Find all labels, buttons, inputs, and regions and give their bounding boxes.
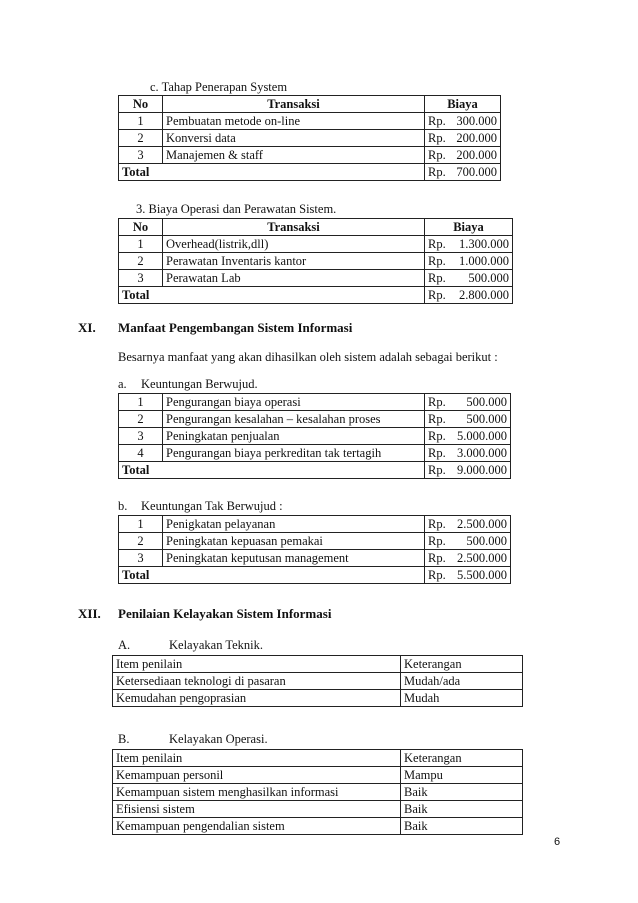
total-amount: 9.000.000 <box>457 462 507 477</box>
table-row <box>113 690 523 707</box>
header-item: Item penilain <box>113 750 401 767</box>
row-note: Baik <box>401 818 523 835</box>
row-item: Peningkatan keputusan management <box>163 550 425 567</box>
total-label: Total <box>119 287 425 304</box>
part-a-label: a. <box>118 377 127 391</box>
row-item: Pengurangan biaya operasi <box>163 394 425 411</box>
row-no: 1 <box>119 236 163 253</box>
row-currency: Rp. <box>428 533 446 548</box>
row-note: Baik <box>401 784 523 801</box>
table-row <box>119 147 501 164</box>
row-amount: 500.000 <box>468 270 509 285</box>
page-number: 6 <box>554 836 561 848</box>
row-no: 2 <box>119 533 163 550</box>
row-item: Kemampuan pengendalian sistem <box>113 818 401 835</box>
row-note: Mudah/ada <box>401 673 523 690</box>
section-xii-title: Penilaian Kelayakan Sistem Informasi <box>118 606 332 621</box>
row-amount: 2.500.000 <box>457 550 507 565</box>
table-row <box>119 411 511 428</box>
row-item: Penigkatan pelayanan <box>163 516 425 533</box>
table-header-row <box>119 219 513 236</box>
row-currency: Rp. <box>428 270 446 285</box>
row-item: Kemampuan personil <box>113 767 401 784</box>
table-row <box>119 533 511 550</box>
total-amount: 5.500.000 <box>457 567 507 582</box>
row-currency: Rp. <box>428 516 446 531</box>
table-total-row <box>119 164 501 181</box>
row-currency: Rp. <box>428 428 446 443</box>
section-xi-title: Manfaat Pengembangan Sistem Informasi <box>118 320 353 335</box>
row-no: 3 <box>119 147 163 164</box>
row-note: Mampu <box>401 767 523 784</box>
total-currency: Rp. <box>428 164 446 179</box>
row-currency: Rp. <box>428 253 446 268</box>
row-currency: Rp. <box>428 147 446 162</box>
header-biaya: Biaya <box>425 96 501 113</box>
table-tak-berwujud <box>118 515 511 584</box>
table-total-row <box>119 462 511 479</box>
total-label: Total <box>119 462 425 479</box>
row-amount: 1.000.000 <box>459 253 509 268</box>
row-item: Pengurangan kesalahan – kesalahan proses <box>163 411 425 428</box>
row-amount: 200.000 <box>456 147 497 162</box>
table-header-row <box>113 656 523 673</box>
table-kelayakan-teknik <box>112 655 523 707</box>
section-3-heading: 3. Biaya Operasi dan Perawatan Sistem. <box>136 202 337 216</box>
row-amount: 500.000 <box>466 533 507 548</box>
section-xi-number: XI. <box>78 320 96 335</box>
row-amount: 2.500.000 <box>457 516 507 531</box>
row-no: 2 <box>119 253 163 270</box>
table-total-row <box>119 287 513 304</box>
table-row <box>119 445 511 462</box>
part-a-label: A. <box>118 638 131 652</box>
header-no: No <box>119 96 163 113</box>
table-row <box>113 818 523 835</box>
section-xi-intro: Besarnya manfaat yang akan dihasilkan oleh sistem adalah sebagai berikut : <box>118 350 498 364</box>
row-item: Konversi data <box>163 130 425 147</box>
section-xii-number: XII. <box>78 606 101 621</box>
row-item: Perawatan Lab <box>163 270 425 287</box>
table-row <box>119 236 513 253</box>
row-no: 3 <box>119 270 163 287</box>
header-transaksi: Transaksi <box>163 219 425 236</box>
section-c-heading: c. Tahap Penerapan System <box>150 80 288 94</box>
row-no: 3 <box>119 550 163 567</box>
table-total-row <box>119 567 511 584</box>
row-item: Manajemen & staff <box>163 147 425 164</box>
row-currency: Rp. <box>428 550 446 565</box>
row-amount: 200.000 <box>456 130 497 145</box>
row-item: Overhead(listrik,dll) <box>163 236 425 253</box>
header-keterangan: Keterangan <box>401 656 523 673</box>
row-currency: Rp. <box>428 411 446 426</box>
row-item: Peningkatan penjualan <box>163 428 425 445</box>
part-b-label: b. <box>118 499 128 513</box>
table-row <box>119 113 501 130</box>
table-operasi <box>118 218 513 304</box>
table-row <box>113 801 523 818</box>
row-note: Mudah <box>401 690 523 707</box>
header-transaksi: Transaksi <box>163 96 425 113</box>
table-row <box>113 784 523 801</box>
row-currency: Rp. <box>428 394 446 409</box>
table-berwujud <box>118 393 511 479</box>
row-no: 2 <box>119 130 163 147</box>
part-b-heading: Kelayakan Operasi. <box>169 732 268 746</box>
row-item: Pengurangan biaya perkreditan tak tertagih <box>163 445 425 462</box>
total-amount: 2.800.000 <box>459 287 509 302</box>
table-row <box>119 550 511 567</box>
total-currency: Rp. <box>428 567 446 582</box>
row-no: 4 <box>119 445 163 462</box>
row-no: 1 <box>119 113 163 130</box>
table-row <box>113 673 523 690</box>
total-label: Total <box>119 567 425 584</box>
header-keterangan: Keterangan <box>401 750 523 767</box>
row-currency: Rp. <box>428 113 446 128</box>
total-amount: 700.000 <box>456 164 497 179</box>
row-currency: Rp. <box>428 445 446 460</box>
total-currency: Rp. <box>428 287 446 302</box>
table-row <box>119 270 513 287</box>
row-currency: Rp. <box>428 236 446 251</box>
table-row <box>119 130 501 147</box>
row-note: Baik <box>401 801 523 818</box>
row-amount: 1.300.000 <box>459 236 509 251</box>
table-row <box>119 516 511 533</box>
header-no: No <box>119 219 163 236</box>
row-no: 1 <box>119 516 163 533</box>
row-item: Efisiensi sistem <box>113 801 401 818</box>
row-no: 2 <box>119 411 163 428</box>
row-amount: 3.000.000 <box>457 445 507 460</box>
row-item: Perawatan Inventaris kantor <box>163 253 425 270</box>
row-amount: 300.000 <box>456 113 497 128</box>
row-no: 3 <box>119 428 163 445</box>
row-currency: Rp. <box>428 130 446 145</box>
part-a-heading: Kelayakan Teknik. <box>169 638 264 652</box>
row-item: Peningkatan kepuasan pemakai <box>163 533 425 550</box>
row-item: Ketersediaan teknologi di pasaran <box>113 673 401 690</box>
table-header-row <box>119 96 501 113</box>
table-row <box>113 767 523 784</box>
part-a-heading: Keuntungan Berwujud. <box>141 377 258 391</box>
table-row <box>119 428 511 445</box>
table-penerapan <box>118 95 501 181</box>
row-amount: 500.000 <box>466 411 507 426</box>
part-b-heading: Keuntungan Tak Berwujud : <box>141 499 283 513</box>
table-row <box>119 394 511 411</box>
row-amount: 5.000.000 <box>457 428 507 443</box>
row-item: Kemudahan pengoprasian <box>113 690 401 707</box>
row-item: Pembuatan metode on-line <box>163 113 425 130</box>
header-item: Item penilain <box>113 656 401 673</box>
table-row <box>119 253 513 270</box>
total-currency: Rp. <box>428 462 446 477</box>
row-item: Kemampuan sistem menghasilkan informasi <box>113 784 401 801</box>
part-b-label: B. <box>118 732 130 746</box>
table-header-row <box>113 750 523 767</box>
header-biaya: Biaya <box>425 219 513 236</box>
total-label: Total <box>119 164 425 181</box>
row-amount: 500.000 <box>466 394 507 409</box>
row-no: 1 <box>119 394 163 411</box>
table-kelayakan-operasi <box>112 749 523 835</box>
